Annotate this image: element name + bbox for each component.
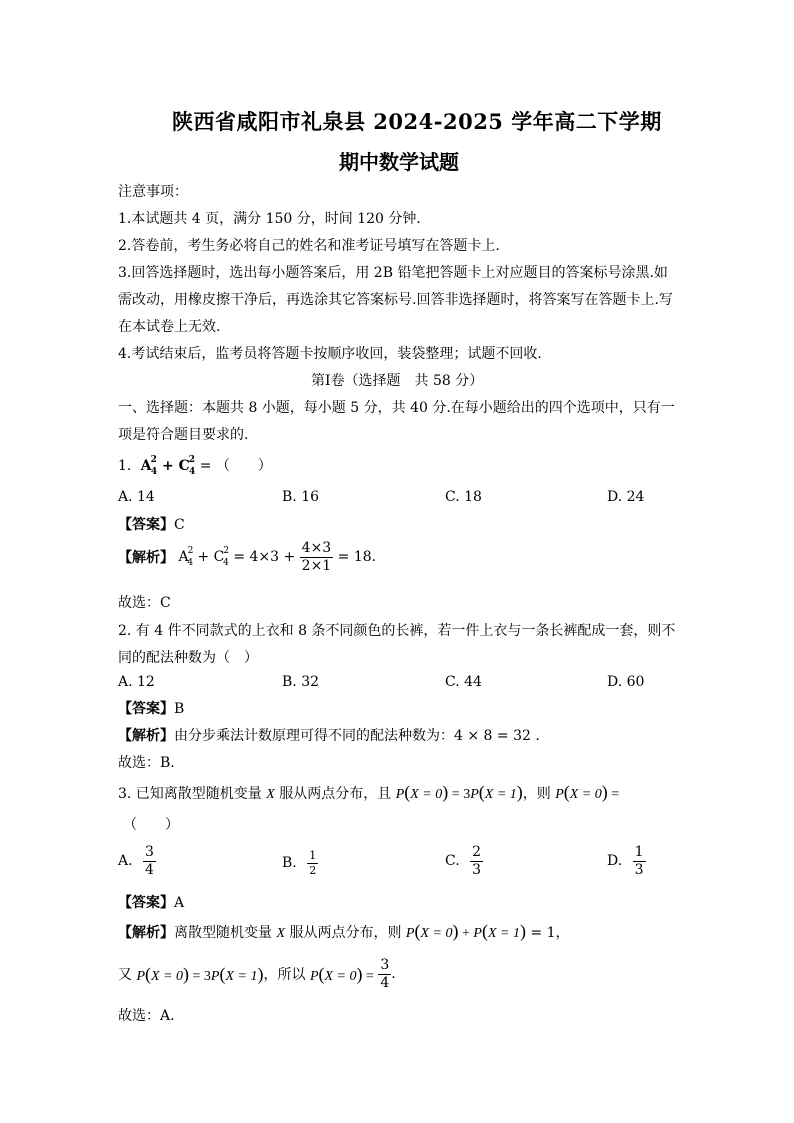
q2-option-c: C. 44 — [445, 674, 482, 690]
q2-answer-value: B — [174, 701, 185, 717]
answer-label: 【答案】 — [118, 517, 174, 533]
q1-number: 1. — [118, 458, 132, 474]
analysis-label: 【解析】 — [118, 925, 174, 941]
q3-analysis-line-1: 【解析】离散型随机变量 X 服从两点分布，则 P(X = 0) + P(X = 1) = 1， — [118, 921, 570, 941]
analysis-label: 【解析】 — [118, 550, 174, 567]
q2-conclusion: 故选：B. — [118, 755, 175, 771]
q2-analysis — [118, 725, 540, 745]
notice-item-4: 4.考试结束后，监考员将答题卡按顺序收回，装袋整理；试题不回收. — [118, 346, 542, 362]
q1-option-b: B. 16 — [282, 489, 320, 505]
q2-answer — [118, 698, 184, 718]
q1-analysis-expression: $A^2_4 + C^2_4 = 4\times 3$ + — [178, 546, 296, 569]
q3-option-d: D. $\frac{1}{3}$ — [607, 844, 644, 878]
notice-item-2: 2.答卷前，考生务必将自己的姓名和准考证号填写在答题卡上. — [118, 238, 500, 254]
q3-analysis-line-2: 又 P(X = 0) = 3P(X = 1)，所以 P(X = 0) = $\frac{3}{4}$ . — [118, 957, 396, 991]
q3-option-b: B. $\frac{1}{2}$ — [282, 849, 317, 877]
q1-analysis-tail: = 18. — [337, 549, 377, 566]
section-title: 第Ⅰ卷（选择题 共 58 分） — [311, 373, 484, 389]
section-intro-line-1: 一、选择题：本题共 8 小题，每小题 5 分，共 40 分.在每小题给出的四个选项中，只有一 — [118, 400, 675, 416]
q1-stem — [118, 455, 272, 477]
q3-option-c: C. $\frac{2}{3}$ — [445, 844, 482, 878]
document-title: 陕西省咸阳市礼泉县 2024-2025 学年高二下学期 — [172, 109, 662, 134]
analysis-label: 【解析】 — [118, 728, 174, 744]
q1-option-a: A. 14 — [118, 489, 155, 505]
notice-item-3-line-3: 在本试卷上无效. — [118, 319, 221, 335]
notice-item-1: 1.本试题共 4 页，满分 150 分，时间 120 分钟. — [118, 211, 421, 227]
q3-stem-line-2: （ ） — [123, 817, 179, 833]
answer-label: 【答案】 — [118, 895, 174, 911]
q3-answer — [118, 892, 184, 912]
notice-heading: 注意事项： — [118, 184, 188, 200]
section-intro-line-2: 项是符合题目要求的. — [118, 427, 249, 443]
q2-option-d: D. 60 — [607, 674, 645, 690]
answer-label: 【答案】 — [118, 701, 174, 717]
q3-stem-line-1: 3. 已知离散型随机变量 X 服从两点分布，且 P(X = 0) = 3P(X = 1)，则 P(X = 0) = — [118, 782, 620, 802]
notice-item-3-line-1: 3.回答选择题时，选出每小题答案后，用 2B 铅笔把答题卡上对应题目的答案标号涂黑.如 — [118, 265, 668, 281]
q1-option-d: D. 24 — [607, 489, 645, 505]
q2-stem-line-2: 同的配法种数为（ ） — [118, 650, 258, 666]
q1-analysis — [118, 541, 376, 573]
q3-conclusion: 故选：A. — [118, 1008, 175, 1024]
q2-option-b: B. 32 — [282, 674, 320, 690]
q1-stem-tail: = （ ） — [199, 458, 272, 474]
q1-answer — [118, 514, 185, 534]
q3-option-a: A. $\frac{3}{4}$ — [118, 844, 154, 878]
q1-option-c: C. 18 — [445, 489, 482, 505]
document-subtitle: 期中数学试题 — [339, 150, 459, 174]
q2-analysis-text: 由分步乘法计数原理可得不同的配法种数为：4 × 8 = 32 . — [174, 728, 540, 744]
notice-item-3-line-2: 需改动，用橡皮擦干净后，再选涂其它答案标号.回答非选择题时，将答案写在答题卡上.写 — [118, 292, 673, 308]
q3-answer-value: A — [174, 895, 185, 911]
q2-option-a: A. 12 — [118, 674, 155, 690]
q2-stem-line-1: 2. 有 4 件不同款式的上衣和 8 条不同颜色的长裤，若一件上衣与一条长裤配成一套，则不 — [118, 623, 676, 639]
q1-answer-value: C — [174, 517, 185, 533]
q1-analysis-fraction: $\frac{4\times 3}{2\times 1}$ — [301, 540, 332, 574]
q1-expression: $A^2_4 + C^2_4$ — [135, 455, 196, 477]
q1-conclusion: 故选：C — [118, 595, 171, 611]
